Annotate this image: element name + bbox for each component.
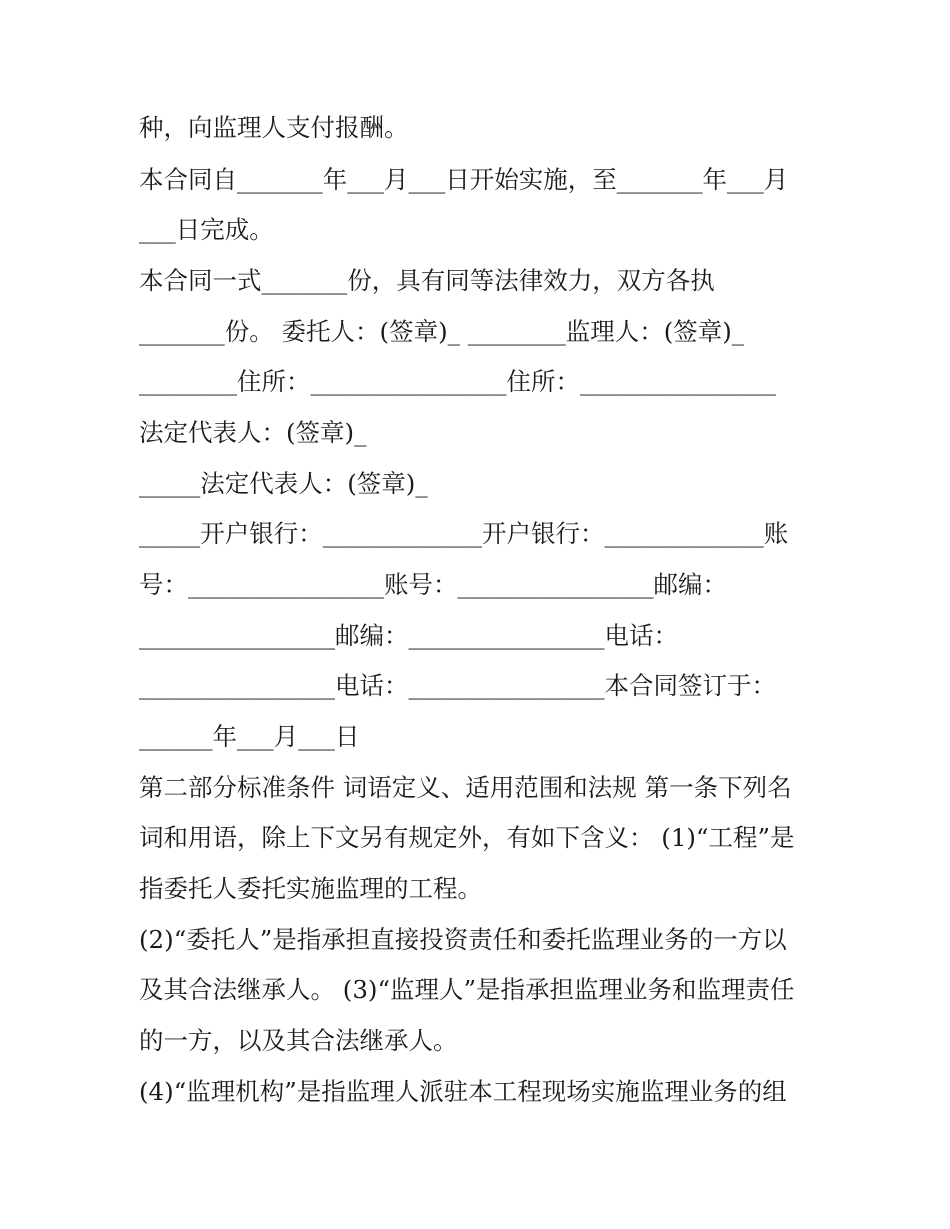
text-line: 指委托人委托实施监理的工程。 xyxy=(139,874,482,903)
text-line: 及其合法继承人。 (3)“监理人”是指承担监理业务和监理责任 xyxy=(139,975,795,1004)
text-line: _______份。 委托人：(签章)_ ________监理人：(签章)_ xyxy=(139,317,745,346)
text-line: 第二部分标准条件 词语定义、适用范围和法规 第一条下列名 xyxy=(139,773,792,802)
text-line: _____开户银行：_____________开户银行：_____________账 xyxy=(139,519,789,548)
text-line: ________________电话：________________本合同签订于： xyxy=(139,671,776,700)
text-line: (2)“委托人”是指承担直接投资责任和委托监理业务的一方以 xyxy=(139,925,787,954)
text-line: 法定代表人：(签章)_ xyxy=(139,418,367,447)
text-line: 的一方，以及其合法继承人。 xyxy=(139,1026,458,1055)
text-line: ________住所：________________住所：________________ xyxy=(139,367,776,396)
text-line: ________________邮编：________________电话： xyxy=(139,621,678,650)
text-line: ______年___月___日 xyxy=(139,722,360,751)
text-line: 词和用语，除上下文另有规定外，有如下含义： (1)“工程”是 xyxy=(139,823,795,852)
text-line: 种，向监理人支付报酬。 xyxy=(139,113,409,142)
text-line: ___日完成。 xyxy=(139,215,274,244)
text-line: 号：________________账号：________________邮编： xyxy=(139,570,727,599)
text-line: _____法定代表人：(签章)_ xyxy=(139,469,428,498)
text-line: 本合同自_______年___月___日开始实施，至_______年___月 xyxy=(139,165,789,194)
text-line: 本合同一式_______份，具有同等法律效力，双方各执 xyxy=(139,266,715,295)
text-line: (4)“监理机构”是指监理人派驻本工程现场实施监理业务的组 xyxy=(139,1077,787,1106)
